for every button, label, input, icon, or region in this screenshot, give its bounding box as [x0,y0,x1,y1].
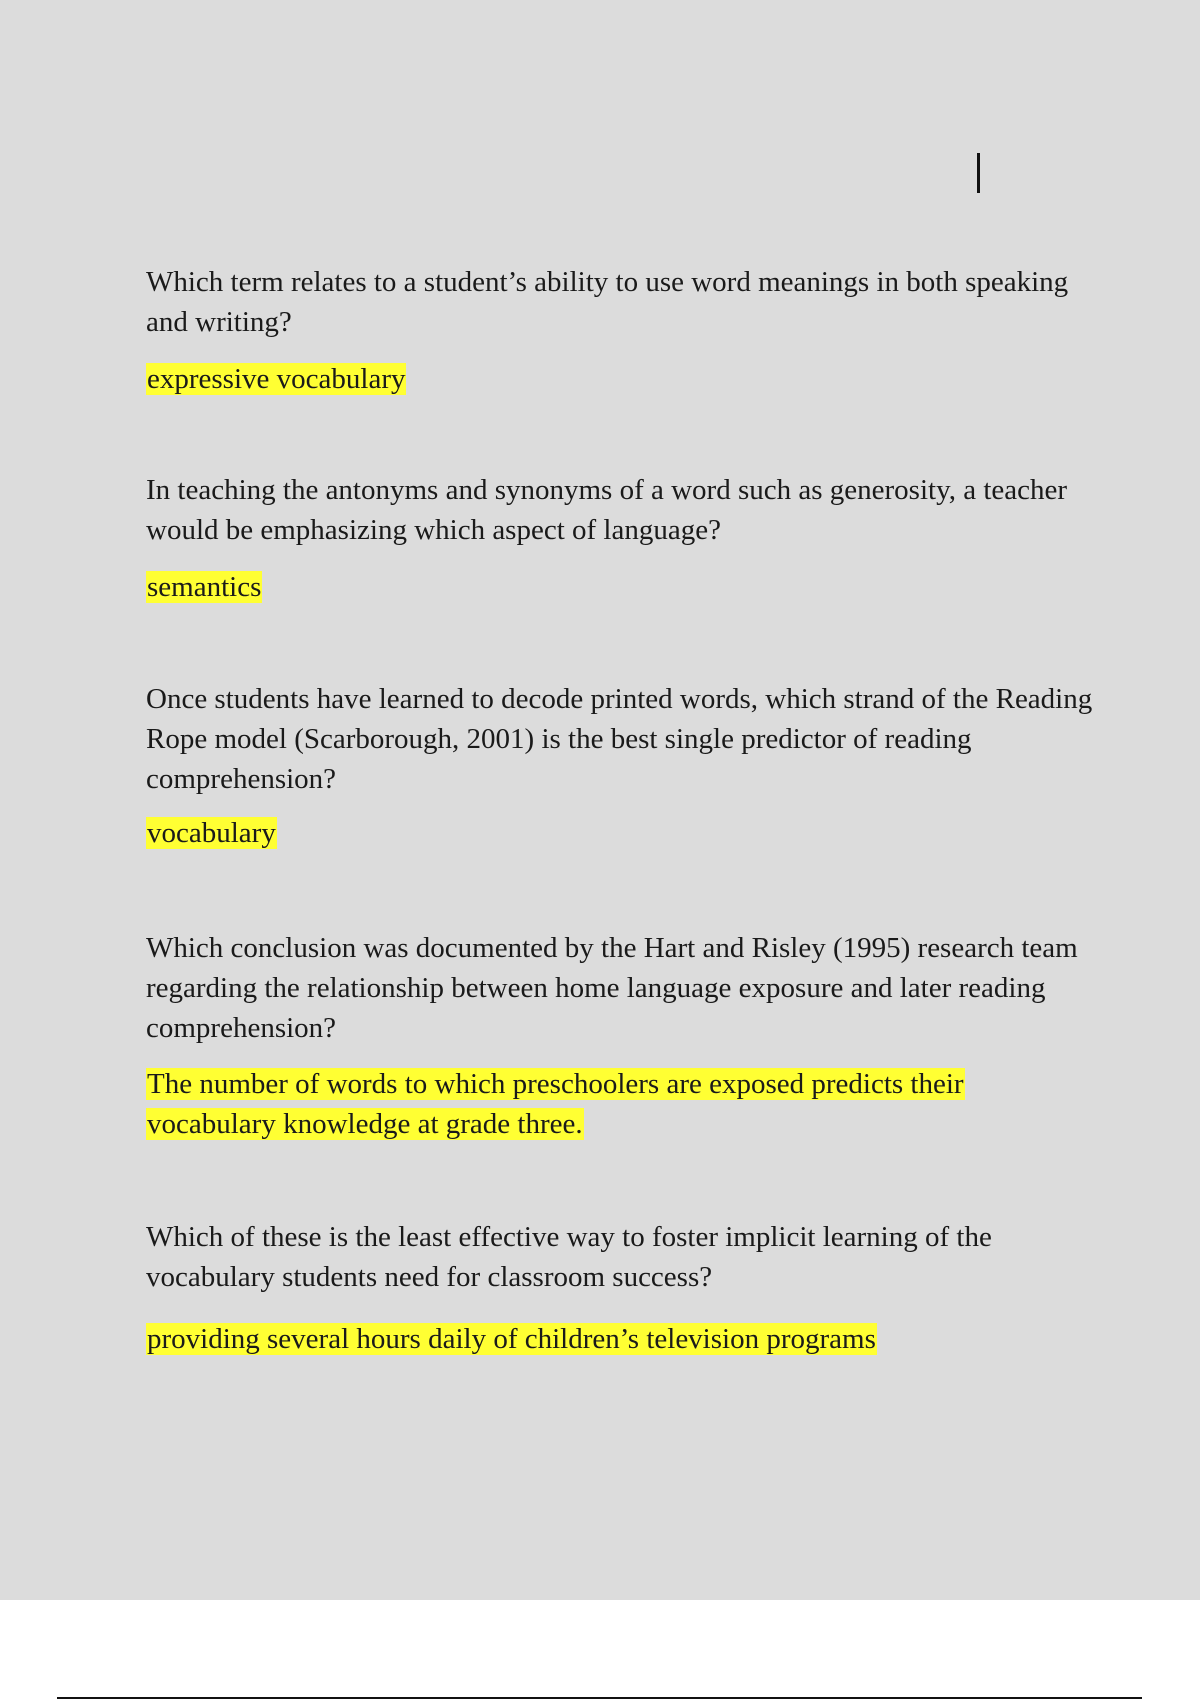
question-block [146,470,1096,607]
answer-text [146,567,1096,607]
question-text: Once students have learned to decode printed words, which strand of the Reading Rope model (Scarborough, 2001) is the best single predictor of reading comprehension? [146,683,1093,795]
highlighted-answer: providing several hours daily of children’s television programs [147,1323,876,1355]
highlighted-answer: The number of words to which preschoolers are exposed predicts their vocabulary knowledge at grade three. [147,1068,964,1140]
question-block [146,262,1096,399]
question-block [146,928,1096,1144]
question-block [146,1217,1096,1359]
question-text: Which of these is the least effective way to foster implicit learning of the vocabulary students need for classroom success? [146,1221,992,1293]
answer-text [146,1319,1096,1359]
question-text: Which conclusion was documented by the Hart and Risley (1995) research team regarding the relationship between home language exposure and later reading comprehension? [146,932,1078,1044]
highlighted-answer: vocabulary [147,817,276,849]
answer-text [146,359,1096,399]
highlighted-answer: semantics [147,571,262,603]
answer-text [146,1064,1096,1144]
question-text: Which term relates to a student’s ability to use word meanings in both speaking and writing? [146,266,1069,338]
answer-text [146,813,1096,853]
text-cursor [977,153,980,193]
question-text: In teaching the antonyms and synonyms of a word such as generosity, a teacher would be emphasizing which aspect of language? [146,474,1068,546]
footer-divider [57,1697,1142,1699]
highlighted-answer: expressive vocabulary [147,363,406,395]
question-block [146,679,1096,853]
